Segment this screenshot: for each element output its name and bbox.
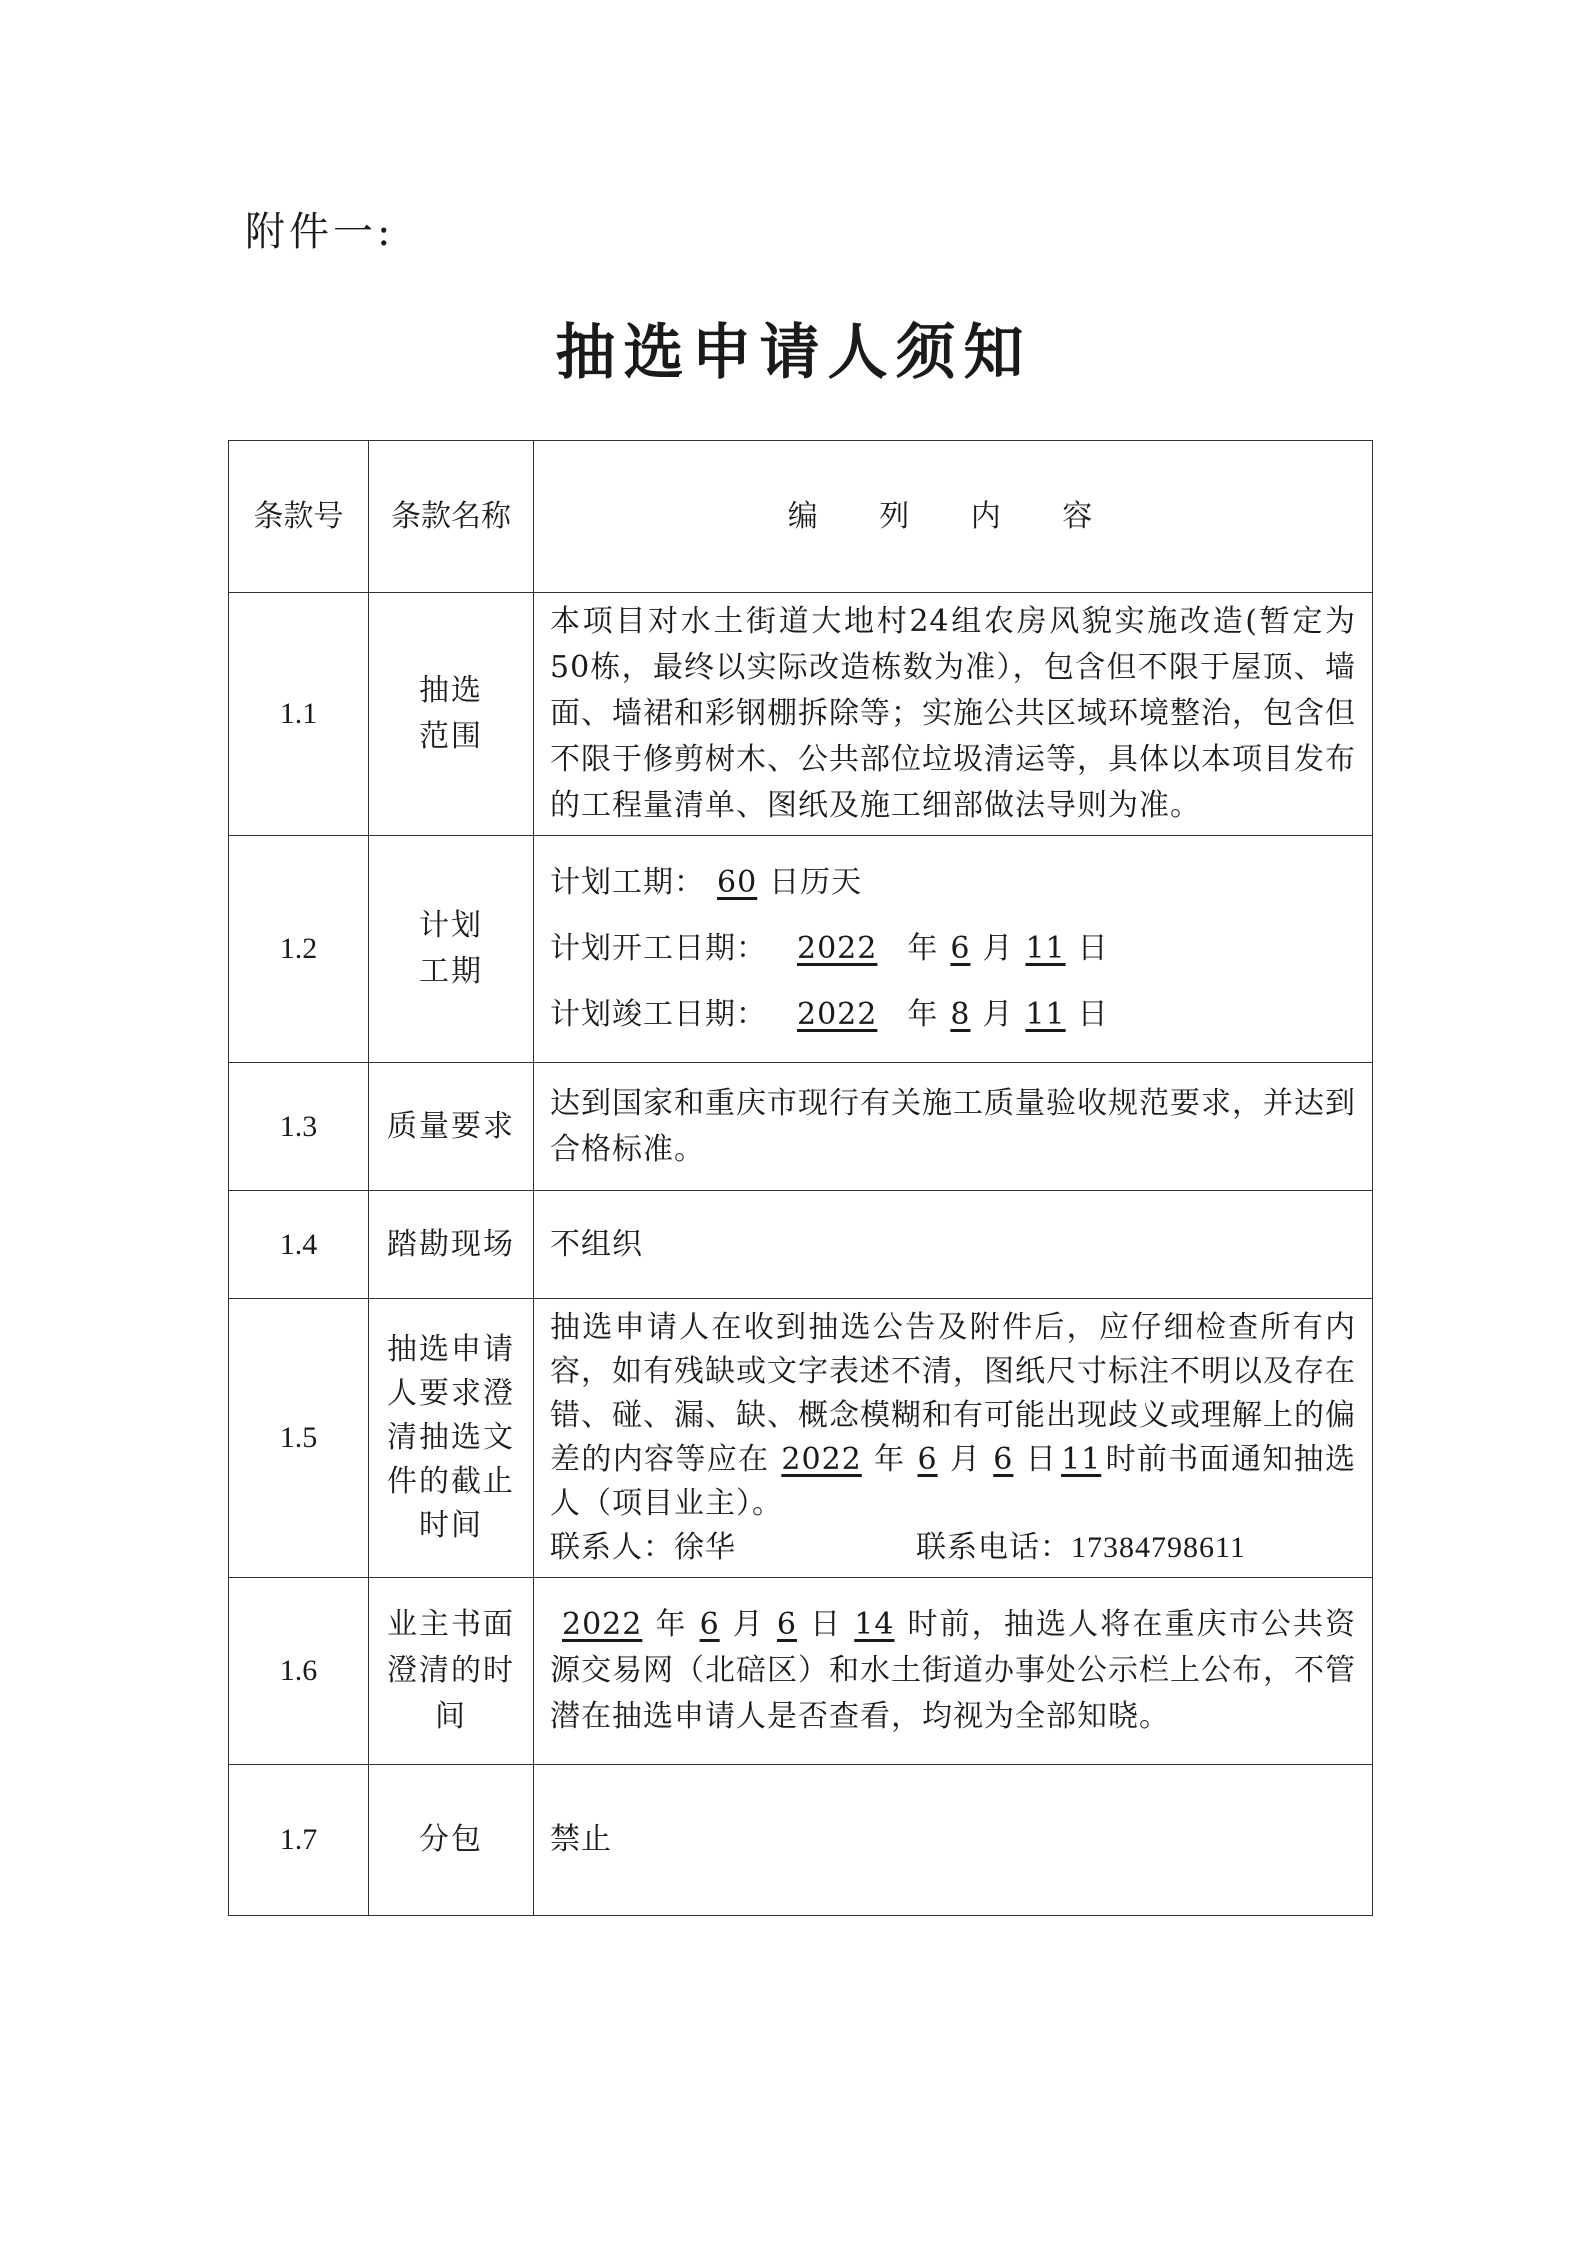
clause-content bbox=[534, 1299, 1373, 1578]
month-char: 月 bbox=[949, 1442, 982, 1477]
deadline-hour: 11 bbox=[1061, 1442, 1102, 1477]
page-title: 抽选申请人须知 bbox=[555, 318, 1032, 388]
clause-number: 1.3 bbox=[229, 1063, 369, 1191]
clause-name: 踏勘现场 bbox=[369, 1191, 534, 1299]
table-row bbox=[229, 1063, 1373, 1191]
start-month: 6 bbox=[950, 931, 971, 966]
clause-name-line: 人要求澄 bbox=[387, 1376, 515, 1411]
clause-name-line: 抽选 bbox=[419, 673, 483, 708]
header-content-label: 编 列 内 容 bbox=[787, 498, 1119, 534]
month-char: 月 bbox=[982, 931, 1014, 966]
clause-name bbox=[369, 593, 534, 836]
header-clause-number: 条款号 bbox=[229, 441, 369, 593]
clause-name-line: 清抽选文 bbox=[387, 1420, 515, 1455]
clause-name-line: 范围 bbox=[419, 719, 483, 754]
clause-content bbox=[534, 1578, 1373, 1765]
day-char: 日 bbox=[1077, 997, 1109, 1032]
day-char: 日 bbox=[1077, 931, 1109, 966]
clarify-year: 2022 bbox=[562, 1607, 643, 1642]
clause-content bbox=[534, 836, 1373, 1063]
end-date-line bbox=[550, 982, 1356, 1048]
duration-label: 计划工期： bbox=[550, 865, 705, 900]
table-row bbox=[229, 1299, 1373, 1578]
clause-content: 禁止 bbox=[534, 1765, 1373, 1916]
clause-name-line: 计划 bbox=[419, 908, 483, 943]
publish-text: 时前，抽选人将在重庆市公共资源交易网（北碚区）和水土街道办事处公示栏上公布，不管潜在抽选申请人是否查看，均视为全部知晓。 bbox=[550, 1607, 1357, 1734]
clarification-text: 抽选申请人在收到抽选公告及附件后，应仔细检查所有内容，如有残缺或文字表述不清，图纸尺寸标注不明以及存在错、碰、漏、缺、概念模糊和有可能出现歧义或理解上的偏差的内容等应在 bbox=[550, 1310, 1356, 1477]
clause-number: 1.1 bbox=[229, 593, 369, 836]
end-year: 2022 bbox=[797, 997, 878, 1032]
header-content bbox=[534, 441, 1373, 593]
clause-name: 质量要求 bbox=[369, 1063, 534, 1191]
deadline-year: 2022 bbox=[781, 1442, 862, 1477]
end-month: 8 bbox=[950, 997, 971, 1032]
contact-phone: 17384798611 bbox=[1071, 1531, 1246, 1564]
deadline-month: 6 bbox=[917, 1442, 938, 1477]
notify-text: 时前书面通知抽选人（项目业主）。 bbox=[550, 1442, 1357, 1521]
clarify-month: 6 bbox=[699, 1607, 720, 1642]
end-date-label: 计划竣工日期： bbox=[550, 997, 767, 1032]
year-char: 年 bbox=[873, 1442, 906, 1477]
clause-name bbox=[369, 1299, 534, 1578]
clause-name-line: 业主书面 bbox=[387, 1607, 515, 1642]
contact-person: 联系人：徐华 bbox=[550, 1530, 736, 1565]
start-year: 2022 bbox=[797, 931, 878, 966]
clause-name: 分包 bbox=[369, 1765, 534, 1916]
contact-line bbox=[550, 1526, 1356, 1570]
clause-number: 1.2 bbox=[229, 836, 369, 1063]
notice-table bbox=[228, 440, 1373, 1916]
start-date-label: 计划开工日期： bbox=[550, 931, 767, 966]
clause-content: 本项目对水土街道大地村24组农房风貌实施改造(暂定为50栋，最终以实际改造栋数为准），包含但不限于屋顶、墙面、墙裙和彩钢棚拆除等；实施公共区域环境整治，包含但不限于修剪树木、公共部位垃圾清运等，具体以本项目发布的工程量清单、图纸及施工细部做法导则为准。 bbox=[534, 593, 1373, 836]
clause-name-line: 澄清的时 bbox=[387, 1653, 515, 1688]
clause-number: 1.6 bbox=[229, 1578, 369, 1765]
table-row bbox=[229, 1578, 1373, 1765]
contact-phone-label: 联系电话： bbox=[916, 1530, 1071, 1565]
duration-value: 60 bbox=[717, 865, 758, 900]
clause-name-line: 件的截止 bbox=[387, 1464, 515, 1499]
month-char: 月 bbox=[982, 997, 1014, 1032]
table-row bbox=[229, 1191, 1373, 1299]
header-clause-name: 条款名称 bbox=[369, 441, 534, 593]
day-char: 日 bbox=[809, 1607, 843, 1642]
clause-name-line: 抽选申请 bbox=[387, 1332, 515, 1367]
end-day: 11 bbox=[1025, 997, 1066, 1032]
day-char: 日 bbox=[1025, 1442, 1058, 1477]
clause-number: 1.4 bbox=[229, 1191, 369, 1299]
table-row bbox=[229, 836, 1373, 1063]
deadline-day: 6 bbox=[993, 1442, 1014, 1477]
clause-name bbox=[369, 836, 534, 1063]
duration-unit: 日历天 bbox=[769, 865, 863, 900]
clause-name-line: 时间 bbox=[419, 1508, 483, 1543]
clause-content: 达到国家和重庆市现行有关施工质量验收规范要求，并达到合格标准。 bbox=[534, 1063, 1373, 1191]
table-row bbox=[229, 1765, 1373, 1916]
clarify-day: 6 bbox=[776, 1607, 798, 1642]
clause-name-line: 工期 bbox=[419, 954, 483, 989]
clause-name-line: 间 bbox=[435, 1699, 467, 1734]
year-char: 年 bbox=[654, 1607, 688, 1642]
start-day: 11 bbox=[1025, 931, 1066, 966]
duration-line bbox=[550, 850, 1356, 916]
clause-number: 1.5 bbox=[229, 1299, 369, 1578]
table-row bbox=[229, 593, 1373, 836]
clause-number: 1.7 bbox=[229, 1765, 369, 1916]
year-char: 年 bbox=[907, 997, 939, 1032]
clarify-hour: 14 bbox=[854, 1607, 895, 1642]
clause-content: 不组织 bbox=[534, 1191, 1373, 1299]
attachment-label: 附件一: bbox=[245, 209, 395, 255]
year-char: 年 bbox=[907, 931, 939, 966]
start-date-line bbox=[550, 916, 1356, 982]
clause-name bbox=[369, 1578, 534, 1765]
table-header-row bbox=[229, 441, 1373, 593]
month-char: 月 bbox=[731, 1607, 765, 1642]
